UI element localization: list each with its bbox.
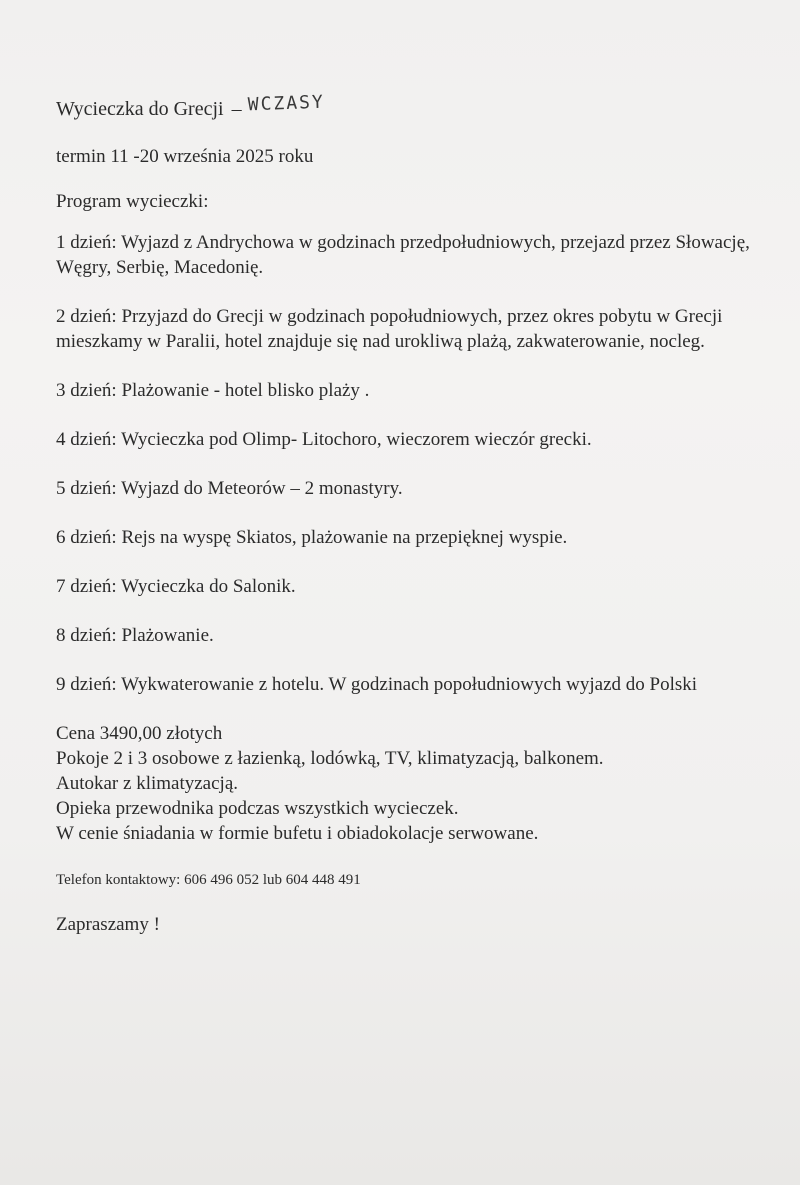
day-description: Wyjazd z Andrychowa w godzinach przedpołudniowych, przejazd przez Słowację, Węgry, Serbię, Macedonię. (56, 232, 750, 278)
rooms-line: Pokoje 2 i 3 osobowe z łazienką, lodówką, TV, klimatyzacją, balkonem. (56, 748, 604, 769)
day-description: Przyjazd do Grecji w godzinach popołudniowych, przez okres pobytu w Grecji mieszkamy w Paralii, hotel znajduje się nad urokliwą plażą, zakwaterowanie, nocleg. (56, 306, 723, 352)
day-label: 8 dzień: (56, 625, 117, 646)
contact-phone: Telefon kontaktowy: 606 496 052 lub 604 448 491 (56, 872, 361, 888)
day-label: 4 dzień: (56, 429, 117, 450)
closing-line: Zapraszamy ! (56, 914, 160, 935)
offer-details (56, 721, 776, 846)
day-description: Plażowanie. (121, 625, 214, 646)
day-label: 1 dzień: (56, 232, 117, 253)
itinerary-day-2 (56, 304, 776, 354)
day-description: Wykwaterowanie z hotelu. W godzinach popołudniowych wyjazd do Polski (121, 674, 698, 695)
handwritten-note: WCZASY (247, 91, 325, 116)
itinerary-day-3 (56, 378, 776, 403)
itinerary-day-5 (56, 476, 776, 501)
day-description: Wyjazd do Meteorów – 2 monastyry. (121, 478, 403, 499)
day-label: 2 dzień: (56, 306, 117, 327)
itinerary-day-1 (56, 230, 776, 280)
itinerary-day-7 (56, 574, 776, 599)
itinerary-list (56, 230, 776, 697)
day-description: Plażowanie - hotel blisko plaży . (121, 380, 370, 401)
itinerary-day-8 (56, 623, 776, 648)
day-label: 7 dzień: (56, 576, 117, 597)
itinerary-day-6 (56, 525, 776, 550)
itinerary-day-9 (56, 672, 776, 697)
title-dash: – (231, 98, 242, 120)
day-label: 9 dzień: (56, 674, 117, 695)
document-title (56, 91, 776, 124)
meals-line: W cenie śniadania w formie bufetu i obiadokolacje serwowane. (56, 823, 539, 844)
coach-line: Autokar z klimatyzacją. (56, 773, 239, 794)
day-label: 5 dzień: (56, 478, 117, 499)
price-line: Cena 3490,00 złotych (56, 723, 223, 744)
guide-line: Opieka przewodnika podczas wszystkich wycieczek. (56, 798, 459, 819)
program-heading: Program wycieczki: (56, 191, 209, 212)
title-printed: Wycieczka do Grecji (56, 98, 224, 120)
day-label: 6 dzień: (56, 527, 117, 548)
day-description: Rejs na wyspę Skiatos, plażowanie na przepięknej wyspie. (121, 527, 568, 548)
itinerary-day-4 (56, 427, 776, 452)
day-description: Wycieczka pod Olimp- Litochoro, wieczorem wieczór grecki. (121, 429, 592, 450)
day-label: 3 dzień: (56, 380, 117, 401)
day-description: Wycieczka do Salonik. (121, 576, 296, 597)
document-body (56, 91, 776, 937)
trip-term: termin 11 -20 września 2025 roku (56, 146, 314, 167)
